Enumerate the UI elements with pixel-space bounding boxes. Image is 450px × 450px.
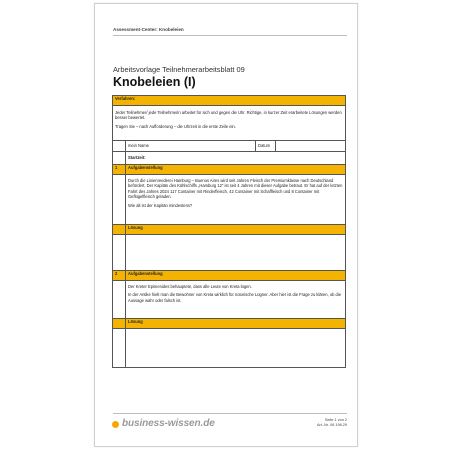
task-2-text: Der Kreter Epimenides behauptete, dass alle Leute von Kreta lügen.	[128, 284, 252, 289]
footer-divider	[113, 413, 347, 414]
page-number: Seite 1 von 2	[324, 418, 347, 422]
article-number: Art.-Nr. 06 198.29	[317, 423, 347, 428]
start-time-field[interactable]: Startzeit:	[126, 152, 346, 165]
task-2-solution-margin	[113, 329, 126, 368]
procedure-header-row	[113, 96, 346, 106]
task-2-text-row	[113, 281, 346, 319]
procedure-text-row	[113, 106, 346, 141]
task-1-header-row	[113, 165, 346, 175]
header-divider	[113, 35, 347, 36]
task-1-heading: Aufgabenstellung	[126, 165, 346, 175]
start-time-row	[113, 152, 346, 165]
task-1-solution-label: Lösung	[126, 225, 346, 235]
date-field[interactable]: Datum	[256, 141, 276, 152]
task-1-solution-spacer	[113, 225, 126, 235]
name-row	[113, 141, 346, 152]
task-2-solution-spacer	[113, 319, 126, 329]
task-1-solution-row	[113, 235, 346, 271]
task-2-heading: Aufgabenstellung	[126, 271, 346, 281]
task-1-spacer	[113, 175, 126, 225]
task-1-question: Wie alt ist der Kapitän mindestens?	[128, 202, 193, 208]
task-1-solution-margin	[113, 235, 126, 271]
procedure-text-2: Tragen Sie – nach Aufforderung – die Uhrzeit in die erste Zeile ein.	[115, 123, 236, 129]
brand-logo: business-wissen.de	[122, 418, 215, 429]
start-time-spacer	[113, 152, 126, 165]
task-1-solution-area[interactable]	[126, 235, 346, 271]
procedure-text-1: Jeder Teilnehmer/ jede Teilnehmerin arbeitet für sich und gegen die Uhr. Richtige, in kurzer Zeit erarbeitete Lösungen werden besser bewertet.	[115, 110, 342, 121]
task-2-question: In der Antike hielt man die Bewohner von Kreta wirklich für notorische Lügner. Aber hier ist die Frage zu klären, ob die Aussage wahr oder falsch ist.	[128, 292, 341, 303]
task-2-solution-header-row	[113, 319, 346, 329]
worksheet-table	[112, 95, 346, 368]
document-header: Assessment-Center: Knobeleien	[113, 27, 184, 32]
date-value-field[interactable]	[276, 141, 346, 152]
name-field[interactable]: mein Name	[126, 141, 256, 152]
task-2-spacer	[113, 281, 126, 319]
task-1-number: 1	[113, 165, 126, 175]
brand-logo-dot-icon	[112, 421, 119, 428]
task-2-solution-row	[113, 329, 346, 368]
task-1-text-row	[113, 175, 346, 225]
procedure-label: Verfahren:	[113, 96, 346, 106]
task-2-solution-area[interactable]	[126, 329, 346, 368]
task-2-solution-label: Lösung	[126, 319, 346, 329]
document-subtitle: Arbeitsvorlage Teilnehmerarbeitsblatt 09	[113, 65, 245, 74]
task-1-text: Durch die Linienreederei Hamburg – Buenos Aires wird seit Jahren Fleisch der Premiumklasse nach Deutschland befördert. Der Kapitän des Kühlschiffs „Hamburg 12" ist seit 4 Jahren mit dieser Aufgabe betraut. Er hat auf der letzten Fahrt des Jahres 2024 117 Container mit Rinderfleisch, 42 Container mit Schaffleisch und 8 Container mit Geflügelfleisch geladen.	[128, 178, 343, 200]
name-row-spacer	[113, 141, 126, 152]
worksheet-page	[94, 3, 358, 447]
task-2-header-row	[113, 271, 346, 281]
task-2-number: 2	[113, 271, 126, 281]
document-title: Knobeleien (I)	[113, 75, 196, 89]
footer-meta	[317, 418, 347, 429]
task-1-solution-header-row	[113, 225, 346, 235]
